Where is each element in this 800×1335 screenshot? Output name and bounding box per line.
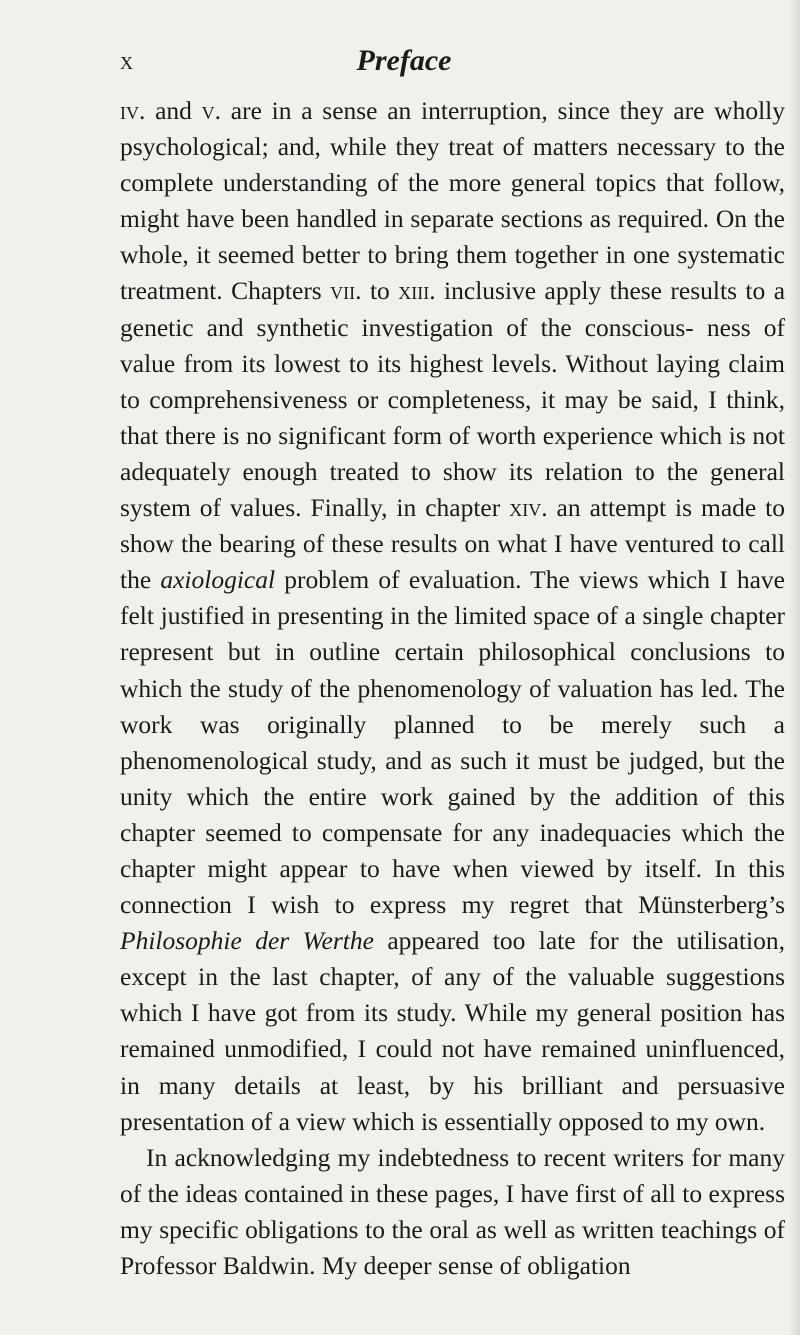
text-segment: xiv. (509, 493, 548, 523)
paragraph-1 (120, 93, 785, 1140)
running-head (120, 44, 688, 88)
paragraph-2 (120, 1140, 785, 1284)
page-number: x (120, 48, 134, 75)
text-segment: iv. (120, 96, 146, 125)
text-segment: appeared too late for the utilisation, except in the last chapter, of any of the valuable suggestions which I have got from its study. While my general position has remained unmodified, I could not have remained uninfluenced, in many details at least, by his brilliant and persuasive presentation of a view which is essentially opposed to my own. (120, 926, 786, 1136)
text-segment: and (145, 96, 202, 125)
text-segment: problem of evaluation. The views which I have felt justified in presenting in the limited space of a single chapter represent but in outline certain philosophical conclusions to which the study of the phenomenology of valuation has led. The work was originally planned to be merely such a phenomenological study, and as such it must be judged, but the unity which the entire work gained by the addition of this chapter seemed to compensate for any inadequacies which the chapter might appear to have when viewed by itself. In this connection I wish to express my regret that Münsterberg’s (120, 565, 785, 920)
text-segment: to (361, 276, 399, 306)
text-segment: inclusive apply these results to a genetic and synthetic investigation of the conscious- ness of value from its lowest to its highest levels. Without laying claim to comprehensiveness or completeness, it may be said, I think, that there is no significant form of worth experience which is not adequately enough treated to show its relation to the general system of values. Finally, in chapter (120, 276, 786, 523)
page-edge-shadow (788, 0, 800, 1335)
emphasis-axiological: axiological (160, 565, 276, 595)
text-segment: vii. (330, 276, 362, 306)
text-segment: v. (201, 96, 222, 125)
running-title: Preface (356, 44, 452, 77)
text-segment: xiii. (398, 276, 436, 306)
text-segment: are in a sense an interruption, since they are wholly psychological; and, while they treat of matters necessary to the complete understanding of the more general topics that follow, might have been handled in separate sections as required. On the whole, it seemed better to bring them together in one systematic treatment. Chapters (120, 96, 785, 306)
book-title-reference: Philosophie der Werthe (120, 926, 374, 956)
text-segment: In acknowledging my indebtedness to recent writers for many of the ideas contained in these pages, I have first of all to express my specific obligations to the oral as well as written teachings of Professor Baldwin. My deeper sense of obligation (120, 1142, 785, 1280)
text-segment: an attempt is made to show the bearing of these results on what I have ventured to call the (120, 493, 786, 595)
body-text (120, 93, 785, 1284)
